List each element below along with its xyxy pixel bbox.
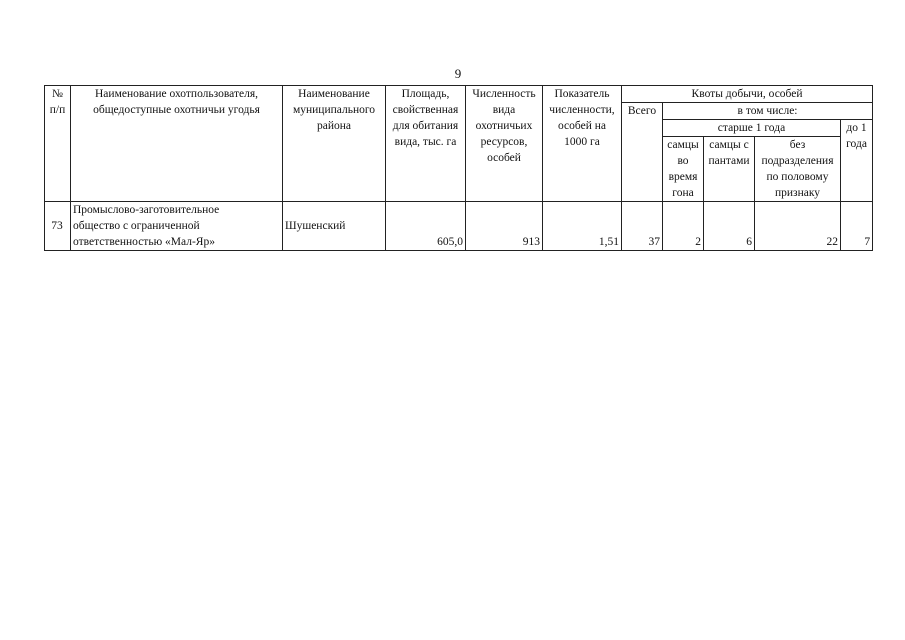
row-population: 913 [466,202,543,251]
header-num: № п/п [45,86,71,202]
hunting-quota-table [44,85,873,251]
row-num: 73 [45,202,71,251]
row-males-rut: 2 [663,202,704,251]
row-under-1-year: 7 [841,202,873,251]
header-row-1 [45,86,873,103]
row-area: 605,0 [386,202,466,251]
row-males-antlers: 6 [704,202,755,251]
header-total: Всего [622,103,663,202]
header-population: Численность вида охотничьих ресурсов, особей [466,86,543,202]
header-no-sex-division: без подразделения по половому признаку [755,137,841,202]
row-density: 1,51 [543,202,622,251]
header-density: Показатель численности, особей на 1000 га [543,86,622,202]
row-total: 37 [622,202,663,251]
row-district: Шушенский [283,202,386,251]
header-under-1-year: до 1 года [841,120,873,202]
row-name: Промыслово-заготовительное общество с ограниченной ответственностью «Мал-Яр» [71,202,283,251]
header-males-rut: самцы во время гона [663,137,704,202]
header-quota-group: Квоты добычи, особей [622,86,873,103]
table-row [45,202,873,251]
row-no-sex-division: 22 [755,202,841,251]
page-number: 9 [454,66,462,81]
header-area: Площадь, свойственная для обитания вида, тыс. га [386,86,466,202]
header-older-1-year: старше 1 года [663,120,841,137]
header-name: Наименование охотпользователя, общедоступные охотничьи угодья [71,86,283,202]
header-males-antlers: самцы с пантами [704,137,755,202]
header-including: в том числе: [663,103,873,120]
header-district: Наименование муниципального района [283,86,386,202]
